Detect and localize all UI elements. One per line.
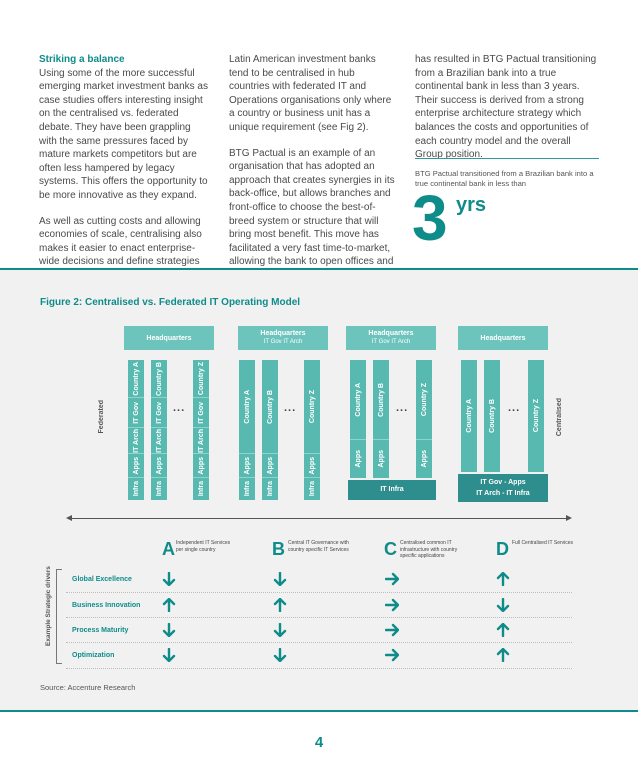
arrow-up-icon xyxy=(162,598,176,612)
segment-label: IT Gov xyxy=(155,401,163,424)
paragraph: Using some of the more successful emerging market investment banks as case studies offers interesting insight on the centralised vs. federated debate. They have been grappling with the same pressures faced by mature markets competitors but are often less hampered by legacy systems. This offers the opportunity to be more innovative as they expand. xyxy=(39,67,208,201)
segment-label: Apps xyxy=(308,456,316,475)
segment-label: Apps xyxy=(420,450,428,468)
column-country-a-model-b xyxy=(239,360,255,500)
segment-label: Apps xyxy=(266,456,274,475)
arrow-down-icon xyxy=(162,623,176,637)
arrow-up-icon xyxy=(496,623,510,637)
text-column-1 xyxy=(39,53,211,295)
arrow-down-icon xyxy=(162,572,176,586)
ellipsis: ... xyxy=(508,402,521,414)
segment-label: Infra xyxy=(155,481,163,497)
ellipsis: ... xyxy=(396,402,409,414)
page-number: 4 xyxy=(314,734,324,751)
column-country-b-model-d xyxy=(484,360,500,472)
segment-label: Apps xyxy=(354,450,362,468)
column-country-b-model-a xyxy=(151,360,167,500)
text-column-2 xyxy=(229,53,397,295)
drivers-title: Example Strategic drivers xyxy=(45,566,52,646)
segment-label: Country A xyxy=(354,382,362,417)
model-letter-d: D xyxy=(496,539,509,559)
central-it-bar xyxy=(458,474,548,502)
row-divider xyxy=(66,668,572,669)
segment-label: Country Z xyxy=(420,382,428,417)
arrow-right-icon xyxy=(385,623,399,637)
ellipsis: ... xyxy=(284,402,297,414)
column-country-b-model-b xyxy=(262,360,278,500)
arrow-down-icon xyxy=(273,572,287,586)
federated-label: Federated xyxy=(98,400,105,434)
source-note: Source: Accenture Research xyxy=(40,683,136,692)
segment-label: IT Gov xyxy=(197,401,205,424)
hq-box-d xyxy=(458,326,548,350)
section-heading: Striking a balance xyxy=(39,54,125,65)
column-country-a-model-d xyxy=(461,360,477,472)
segment-label: Country B xyxy=(488,399,496,433)
model-desc-b: Central IT Governance with country specific IT Services xyxy=(288,540,349,553)
driver-label: Optimization xyxy=(72,652,115,659)
model-letter-b: B xyxy=(272,539,285,559)
figure-title: Figure 2: Centralised vs. Federated IT Operating Model xyxy=(40,297,301,308)
hq-title: Headquarters xyxy=(260,330,306,337)
driver-label: Process Maturity xyxy=(72,627,129,634)
arrow-up-icon xyxy=(496,572,510,586)
it-infra-bar: IT Infra xyxy=(348,480,436,500)
segment-label: Country A xyxy=(132,361,140,396)
segment-label: Infra xyxy=(243,481,251,497)
segment-label: Apps xyxy=(243,456,251,475)
stat-unit: yrs xyxy=(456,194,487,216)
segment-label: Country Z xyxy=(308,389,316,424)
arrow-down-icon xyxy=(496,598,510,612)
segment-label: IT Arch xyxy=(197,428,205,453)
column-country-z-model-b xyxy=(304,360,320,500)
hq-title: Headquarters xyxy=(480,334,526,342)
model-desc-c: Centralised common IT infrastructure with country specific applications xyxy=(400,540,458,559)
model-letter-a: A xyxy=(162,539,175,559)
arrow-down-icon xyxy=(273,623,287,637)
central-it-line-1: IT Gov - Apps xyxy=(480,479,526,486)
segment-label: Infra xyxy=(266,481,274,497)
segment-label: Country B xyxy=(266,389,274,424)
ellipsis: ... xyxy=(173,402,186,414)
arrow-right-icon xyxy=(385,598,399,612)
model-desc-a: Independent IT Services per single country xyxy=(176,540,231,553)
paragraph: Latin American investment banks tend to be centralised in hub countries with federated IT and Operations organisations only where a country or business unit has a unique requirement (see Fig 2). xyxy=(229,54,392,133)
segment-label: Country Z xyxy=(532,399,540,433)
column-country-a-model-c xyxy=(350,360,366,478)
segment-label: Apps xyxy=(132,456,140,475)
paragraph: has resulted in BTG Pactual transitioning from a Brazilian bank into a true continental bank in less than 3 years. Their success is derived from a strong enterprise architecture strategy which balances the costs and opportunities of each country model and the overall Group position. xyxy=(415,54,597,161)
column-country-z-model-a xyxy=(193,360,209,500)
arrow-right-icon xyxy=(385,648,399,662)
hq-box-c xyxy=(346,326,436,350)
arrow-up-icon xyxy=(496,648,510,662)
segment-label: Country Z xyxy=(197,361,205,396)
stat-caption: BTG Pactual transitioned from a Brazilian bank into a true continental bank in less than xyxy=(415,158,599,189)
segment-label: Infra xyxy=(132,481,140,497)
segment-label: Apps xyxy=(377,450,385,468)
segment-label: Infra xyxy=(197,481,205,497)
arrow-down-icon xyxy=(273,648,287,662)
segment-label: IT Arch xyxy=(132,428,140,453)
segment-label: Apps xyxy=(197,456,205,475)
row-divider xyxy=(66,642,572,643)
central-it-line-2: IT Arch - IT Infra xyxy=(476,490,530,497)
hq-box-b xyxy=(238,326,328,350)
hq-title: Headquarters xyxy=(368,330,414,337)
column-country-a-model-a xyxy=(128,360,144,500)
arrow-left-icon xyxy=(66,515,72,521)
segment-label: Apps xyxy=(155,456,163,475)
paragraph: As well as cutting costs and allowing economies of scale, centralising also makes it easier to enact enterprise-wide decisions and define strategies xyxy=(39,215,202,268)
row-divider xyxy=(66,592,572,593)
driver-label: Global Excellence xyxy=(72,576,132,583)
arrow-right-icon xyxy=(385,572,399,586)
column-country-b-model-c xyxy=(373,360,389,478)
drivers-bracket xyxy=(56,569,62,664)
stat-number: 3 xyxy=(412,182,446,254)
segment-label: Country B xyxy=(377,382,385,417)
column-country-z-model-d xyxy=(528,360,544,472)
segment-label: IT Arch xyxy=(155,428,163,453)
model-letter-c: C xyxy=(384,539,397,559)
model-desc-d: Full Centralised IT Services xyxy=(512,540,574,546)
hq-box-a xyxy=(124,326,214,350)
arrow-up-icon xyxy=(273,598,287,612)
hq-subtitle: IT Gov IT Arch xyxy=(263,339,303,345)
arrow-down-icon xyxy=(162,648,176,662)
spectrum-axis-line xyxy=(70,518,568,519)
segment-label: IT Gov xyxy=(132,401,140,424)
segment-label: Country A xyxy=(243,389,251,424)
driver-label: Business Innovation xyxy=(72,602,141,609)
segment-label: Country A xyxy=(465,399,473,433)
segment-label: Infra xyxy=(308,481,316,497)
segment-label: Country B xyxy=(155,361,163,396)
hq-subtitle: IT Gov IT Arch xyxy=(371,339,411,345)
text-column-3 xyxy=(415,53,599,162)
hq-title: Headquarters xyxy=(146,334,192,342)
paragraph: BTG Pactual is an example of an organisation that has adopted an approach that creates synergies in its back-office, but allows branches and front-office to choose the best-of-breed system or structure that will bring most benefit. This move has facilitated a very fast time-to-market, allowing the bank to open offices and xyxy=(229,147,395,268)
column-country-z-model-c xyxy=(416,360,432,478)
arrow-right-icon xyxy=(566,515,572,521)
centralised-label: Centralised xyxy=(556,398,563,437)
row-divider xyxy=(66,617,572,618)
